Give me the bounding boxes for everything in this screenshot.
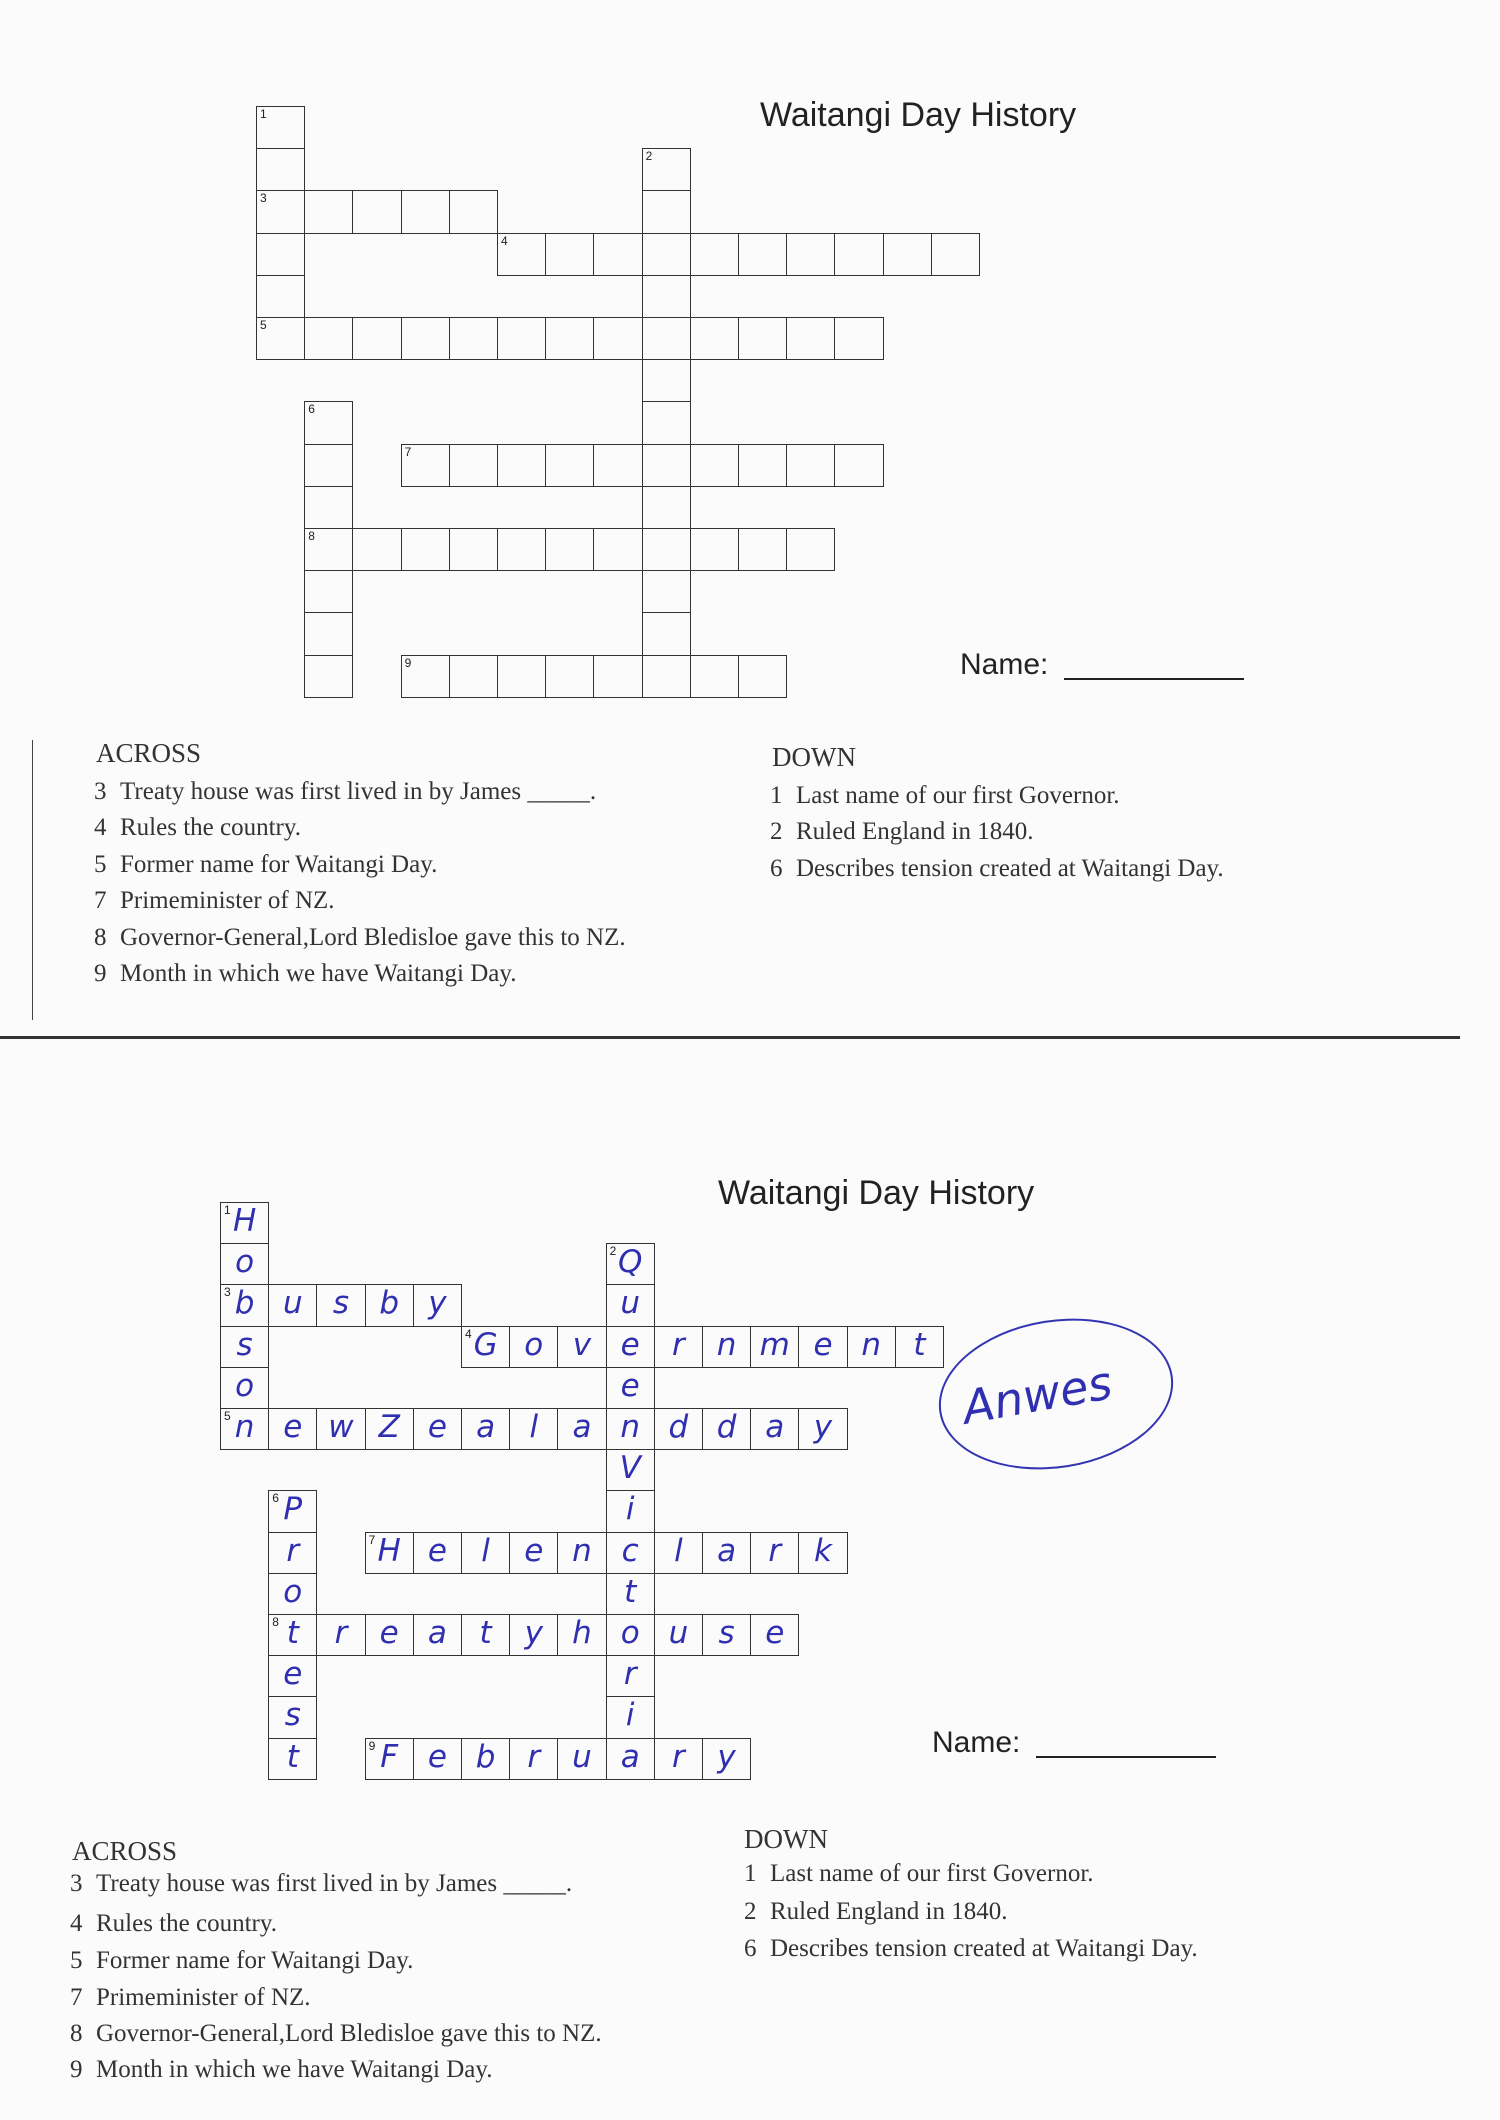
crossword-cell[interactable] xyxy=(220,1408,269,1450)
crossword-cell[interactable] xyxy=(365,1408,414,1450)
cell-number: 8 xyxy=(272,1615,279,1629)
cell-letter: i xyxy=(625,1491,635,1528)
crossword-cell[interactable] xyxy=(461,1532,510,1574)
crossword-cell[interactable] xyxy=(220,1326,269,1368)
cell-letter: a xyxy=(717,1532,737,1569)
crossword-cell[interactable] xyxy=(365,1284,414,1326)
crossword-cell[interactable] xyxy=(316,1284,365,1326)
clue-number: 9 xyxy=(94,960,107,987)
down-heading: DOWN xyxy=(772,742,856,772)
crossword-cell[interactable] xyxy=(220,1284,269,1326)
cell-letter: o xyxy=(235,1244,255,1281)
crossword-cell[interactable] xyxy=(654,1738,703,1780)
clue-down xyxy=(744,1935,1198,1963)
crossword-cell[interactable] xyxy=(606,1367,655,1409)
clue-text: Ruled England in 1840. xyxy=(796,818,1034,845)
answers-note: Anwes xyxy=(958,1355,1117,1435)
crossword-cell[interactable] xyxy=(509,1738,558,1780)
cell-letter: Z xyxy=(378,1409,400,1445)
cell-letter: r xyxy=(768,1532,782,1569)
cell-letter: l xyxy=(481,1532,490,1569)
cell-number: 5 xyxy=(260,318,267,332)
cell-letter: y xyxy=(717,1738,736,1775)
cell-letter: o xyxy=(524,1326,544,1363)
crossword-cell[interactable] xyxy=(461,1326,510,1368)
clue-number: 8 xyxy=(94,924,107,951)
crossword-cell[interactable] xyxy=(557,1326,606,1368)
cell-letter: u xyxy=(572,1738,592,1775)
cell-letter: e xyxy=(283,1656,303,1693)
clue-number: 7 xyxy=(70,1984,83,2011)
cell-letter: n xyxy=(572,1532,592,1569)
clue-across xyxy=(70,1947,413,1975)
cell-letter: H xyxy=(232,1203,257,1239)
crossword-cell[interactable] xyxy=(461,1738,510,1780)
crossword-cell[interactable] xyxy=(461,1408,510,1450)
cell-letter: o xyxy=(283,1573,303,1610)
cell-letter: u xyxy=(620,1285,641,1322)
clue-number: 7 xyxy=(94,887,107,914)
clue-down xyxy=(744,1898,1007,1926)
crossword-cell[interactable] xyxy=(268,1573,317,1615)
cell-letter: n xyxy=(716,1326,737,1363)
crossword-cell[interactable] xyxy=(413,1408,462,1450)
crossword-cell[interactable] xyxy=(798,1408,847,1450)
cell-letter: l xyxy=(529,1409,539,1445)
cell-letter: b xyxy=(475,1738,496,1775)
cell-letter: c xyxy=(621,1532,639,1569)
clue-text: Primeminister of NZ. xyxy=(96,1984,311,2011)
crossword-cell[interactable] xyxy=(847,1326,896,1368)
clue-number: 1 xyxy=(744,1860,757,1887)
cell-letter: n xyxy=(620,1409,641,1445)
clue-text: Rules the country. xyxy=(96,1910,277,1937)
cell-letter: y xyxy=(524,1615,543,1651)
cell-letter: s xyxy=(332,1285,350,1322)
crossword-cell[interactable] xyxy=(606,1408,655,1450)
crossword-cell[interactable] xyxy=(606,1614,655,1656)
cell-number: 4 xyxy=(501,233,508,248)
clue-across xyxy=(70,2056,493,2084)
crossword-cell[interactable] xyxy=(606,1326,655,1368)
crossword-cell[interactable] xyxy=(268,1655,317,1697)
cell-letter: h xyxy=(572,1615,592,1651)
clue-text: Treaty house was first lived in by James _____. xyxy=(96,1870,573,1897)
clue-text: Former name for Waitangi Day. xyxy=(120,851,438,878)
cell-letter: m xyxy=(759,1326,790,1363)
cell-letter: e xyxy=(427,1532,447,1569)
cell-number: 2 xyxy=(609,1244,617,1259)
cell-letter: w xyxy=(328,1409,354,1445)
crossword-cell[interactable] xyxy=(268,1532,317,1574)
crossword-cell[interactable] xyxy=(654,1532,703,1574)
cell-letter: n xyxy=(234,1409,255,1445)
crossword-cell[interactable] xyxy=(413,1284,462,1326)
crossword-cell[interactable] xyxy=(702,1326,751,1368)
cell-number: 7 xyxy=(368,1532,376,1547)
crossword-cell[interactable] xyxy=(509,1326,558,1368)
clue-text: Primeminister of NZ. xyxy=(120,887,335,914)
clue-number: 3 xyxy=(70,1870,83,1897)
cell-letter: H xyxy=(377,1532,401,1569)
crossword-cell[interactable] xyxy=(606,1655,655,1697)
cell-number: 9 xyxy=(368,1738,376,1753)
crossword-cell[interactable] xyxy=(654,1326,703,1368)
crossword-cell[interactable] xyxy=(606,1573,655,1615)
cell-letter: t xyxy=(479,1615,492,1651)
clue-across xyxy=(70,1870,572,1898)
clue-text: Describes tension created at Waitangi Day. xyxy=(796,855,1224,882)
cell-letter: y xyxy=(428,1285,447,1322)
crossword-cell[interactable] xyxy=(365,1614,414,1656)
cell-number: 8 xyxy=(308,529,315,543)
cell-letter: b xyxy=(379,1285,400,1322)
cell-letter: u xyxy=(282,1285,303,1322)
crossword-cell[interactable] xyxy=(798,1532,847,1574)
cell-number: 5 xyxy=(224,1409,231,1423)
cell-letter: r xyxy=(334,1615,348,1651)
across-heading: ACROSS xyxy=(96,738,202,768)
clue-text: Former name for Waitangi Day. xyxy=(96,1947,414,1974)
cell-letter: e xyxy=(620,1367,640,1404)
clue-text: Ruled England in 1840. xyxy=(770,1898,1008,1925)
crossword-cell[interactable] xyxy=(509,1408,558,1450)
clue-text: Describes tension created at Waitangi Day. xyxy=(770,1935,1198,1962)
crossword-cell[interactable] xyxy=(606,1696,655,1738)
clue-number: 5 xyxy=(94,851,107,878)
cell-letter: n xyxy=(861,1326,882,1363)
cell-number: 7 xyxy=(404,444,412,459)
crossword-cell[interactable] xyxy=(316,1614,365,1656)
cell-number: 2 xyxy=(645,149,653,164)
page-title: Waitangi Day History xyxy=(760,96,1077,134)
crossword-cell[interactable] xyxy=(557,1614,606,1656)
crossword-cell[interactable] xyxy=(750,1408,799,1450)
crossword-cell[interactable] xyxy=(702,1738,751,1780)
crossword-cell[interactable] xyxy=(557,1738,606,1780)
crossword-cell[interactable] xyxy=(220,1367,269,1409)
crossword-cell[interactable] xyxy=(268,1696,317,1738)
crossword-cell[interactable] xyxy=(413,1738,462,1780)
cell-letter: i xyxy=(625,1697,635,1734)
cell-letter: Q xyxy=(617,1244,643,1281)
across-heading: ACROSS xyxy=(72,1836,178,1866)
crossword-cell[interactable] xyxy=(606,1738,655,1780)
crossword-cell[interactable] xyxy=(606,1449,655,1491)
cell-letter: s xyxy=(718,1615,735,1651)
cell-letter: e xyxy=(524,1532,544,1569)
crossword-cell[interactable] xyxy=(702,1614,751,1656)
cell-letter: G xyxy=(473,1326,498,1363)
cell-number: 1 xyxy=(260,107,267,121)
crossword-cell[interactable] xyxy=(702,1532,751,1574)
clue-number: 6 xyxy=(770,855,783,882)
cell-number: 6 xyxy=(308,402,315,417)
clue-text: Month in which we have Waitangi Day. xyxy=(120,960,517,987)
crossword-cell[interactable] xyxy=(461,1614,510,1656)
cell-letter: t xyxy=(286,1615,299,1651)
crossword-cell[interactable] xyxy=(268,1490,317,1532)
clue-number: 8 xyxy=(70,2020,83,2047)
cell-letter: d xyxy=(716,1409,737,1445)
crossword-cell[interactable] xyxy=(220,1202,269,1244)
name-label: Name: xyxy=(932,1726,1021,1759)
cell-number: 3 xyxy=(260,191,267,206)
cell-letter: a xyxy=(620,1738,640,1775)
clue-number: 9 xyxy=(70,2056,83,2083)
cell-letter: a xyxy=(476,1409,496,1445)
cell-number: 1 xyxy=(224,1203,231,1217)
crossword-cell[interactable] xyxy=(509,1614,558,1656)
crossword-cell[interactable] xyxy=(606,1284,655,1326)
cell-letter: r xyxy=(527,1738,541,1775)
clue-across xyxy=(70,2020,602,2048)
clue-across xyxy=(70,1984,311,2012)
crossword-cell[interactable] xyxy=(268,1614,317,1656)
crossword-cell[interactable] xyxy=(509,1532,558,1574)
crossword-cell[interactable] xyxy=(557,1532,606,1574)
clue-number: 4 xyxy=(94,814,107,841)
cell-letter: u xyxy=(668,1615,689,1651)
crossword-cell[interactable] xyxy=(220,1243,269,1285)
clue-text: Last name of our first Governor. xyxy=(770,1860,1094,1887)
clue-text: Rules the country. xyxy=(120,814,301,841)
crossword-cell[interactable] xyxy=(268,1284,317,1326)
clue-number: 4 xyxy=(70,1910,83,1937)
crossword-cell[interactable] xyxy=(895,1326,944,1368)
clue-across xyxy=(70,1910,277,1938)
cell-number: 6 xyxy=(272,1491,279,1506)
clue-number: 6 xyxy=(744,1935,757,1962)
crossword-cell[interactable] xyxy=(798,1326,847,1368)
cell-letter: a xyxy=(765,1409,785,1445)
cell-letter: a xyxy=(427,1615,447,1651)
crossword-cell[interactable] xyxy=(750,1614,799,1656)
cell-letter: e xyxy=(813,1326,833,1363)
cell-letter: F xyxy=(380,1738,399,1775)
crossword-cell[interactable] xyxy=(750,1532,799,1574)
clue-number: 1 xyxy=(770,782,783,809)
crossword-cell[interactable] xyxy=(606,1532,655,1574)
crossword-cell[interactable] xyxy=(268,1408,317,1450)
cell-number: 4 xyxy=(465,1326,472,1341)
cell-number: 9 xyxy=(404,655,412,670)
cell-letter: k xyxy=(814,1532,832,1569)
cell-letter: s xyxy=(236,1326,253,1363)
cell-letter: e xyxy=(379,1615,399,1651)
cell-letter: t xyxy=(624,1573,637,1610)
cell-letter: e xyxy=(283,1409,303,1445)
cell-letter: d xyxy=(668,1409,689,1445)
cell-letter: o xyxy=(620,1615,640,1651)
clue-text: Governor-General,Lord Bledisloe gave this to NZ. xyxy=(96,2020,602,2047)
cell-letter: y xyxy=(813,1409,833,1445)
cell-letter: P xyxy=(283,1491,303,1528)
crossword-cell[interactable] xyxy=(413,1532,462,1574)
crossword-cell[interactable] xyxy=(316,1408,365,1450)
clue-text: Governor-General,Lord Bledisloe gave this to NZ. xyxy=(120,924,626,951)
clue-number: 2 xyxy=(744,1898,757,1925)
crossword-cell[interactable] xyxy=(702,1408,751,1450)
name-line xyxy=(1036,1756,1216,1758)
cell-letter: b xyxy=(234,1285,255,1322)
crossword-cell[interactable] xyxy=(654,1408,703,1450)
crossword-cell[interactable] xyxy=(606,1243,655,1285)
cell-letter: V xyxy=(619,1450,641,1487)
cell-letter: a xyxy=(572,1409,592,1445)
cell-letter: s xyxy=(284,1697,301,1734)
crossword-cell[interactable] xyxy=(365,1738,414,1780)
clue-number: 3 xyxy=(94,778,107,805)
cell-letter: e xyxy=(765,1615,785,1651)
cell-letter: r xyxy=(672,1738,685,1775)
page-title: Waitangi Day History xyxy=(718,1174,1035,1212)
cell-letter: t xyxy=(913,1326,926,1363)
crossword-cell[interactable] xyxy=(557,1408,606,1450)
cell-letter: e xyxy=(427,1738,447,1775)
clue-text: Treaty house was first lived in by James _____. xyxy=(120,778,597,805)
clue-text: Month in which we have Waitangi Day. xyxy=(96,2056,493,2083)
crossword-cell[interactable] xyxy=(750,1326,799,1368)
cell-letter: l xyxy=(674,1532,683,1569)
clue-number: 2 xyxy=(770,818,783,845)
crossword-cell[interactable] xyxy=(606,1490,655,1532)
clue-down xyxy=(744,1860,1094,1888)
cell-letter: t xyxy=(286,1738,299,1775)
cell-number: 3 xyxy=(224,1285,231,1300)
cell-letter: r xyxy=(286,1532,300,1569)
down-heading: DOWN xyxy=(744,1824,828,1854)
crossword-cell[interactable] xyxy=(365,1532,414,1574)
name-label: Name: xyxy=(960,648,1049,681)
cell-letter: v xyxy=(572,1326,592,1363)
cell-letter: e xyxy=(620,1326,640,1363)
crossword-cell[interactable] xyxy=(654,1614,703,1656)
cell-letter: r xyxy=(672,1326,685,1363)
crossword-cell[interactable] xyxy=(413,1614,462,1656)
crossword-cell[interactable] xyxy=(268,1738,317,1780)
clue-number: 5 xyxy=(70,1947,83,1974)
cell-letter: r xyxy=(623,1656,637,1693)
cell-letter: e xyxy=(427,1409,447,1445)
clue-text: Last name of our first Governor. xyxy=(796,782,1120,809)
cell-letter: o xyxy=(235,1367,255,1404)
